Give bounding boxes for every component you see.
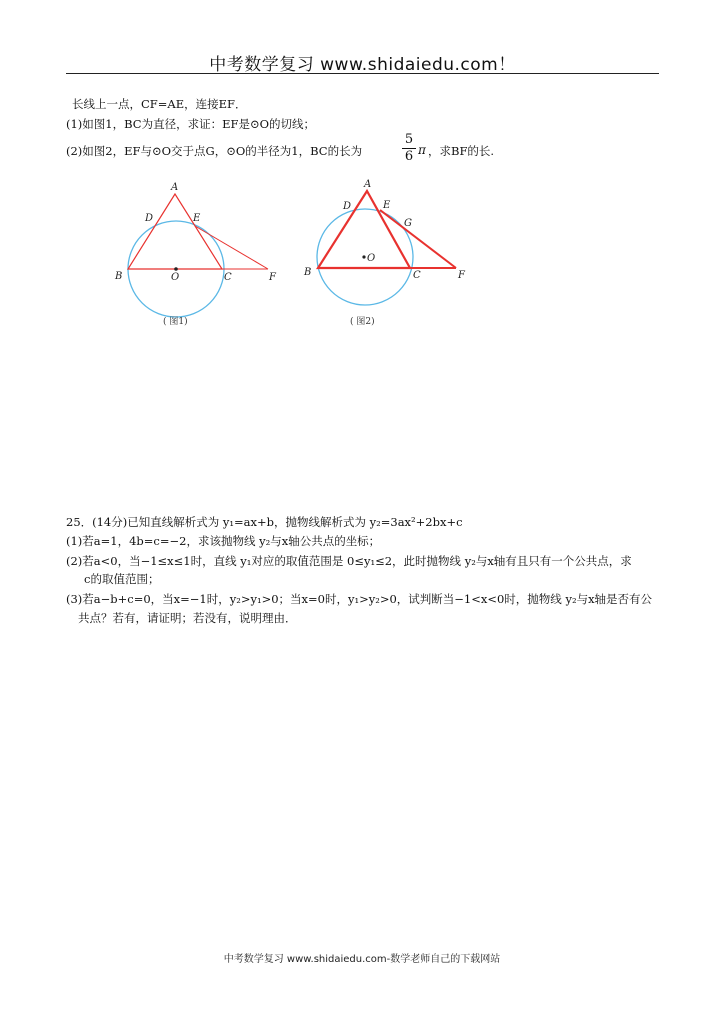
- fig2-label-c: C: [413, 270, 421, 281]
- problem25-part2-cont: c的取值范围；: [84, 572, 160, 586]
- problem24-part2-end: ，求BF的长.: [428, 144, 495, 158]
- fig2-label-e: E: [383, 200, 391, 211]
- problem25-stem: 25．(14分)已知直线解析式为 y₁=ax+b，抛物线解析式为 y₂=3ax²+2bx+c: [66, 515, 463, 529]
- page-header-title: 中考数学复习 www.shidaiedu.com！: [209, 55, 516, 75]
- fig2-label-f: F: [458, 270, 465, 281]
- figure-2: [303, 179, 466, 327]
- page-footer: 中考数学复习 www.shidaiedu.com-数学老师自己的下载网站: [223, 954, 501, 965]
- problem24-part1: (1)如图1，BC为直径，求证：EF是⊙O的切线；: [66, 117, 316, 131]
- fig2-label-g: G: [404, 218, 412, 229]
- geometry-figures: [0, 0, 724, 340]
- fig1-label-b: B: [115, 271, 123, 282]
- fig1-label-a: A: [171, 182, 179, 193]
- fig2-label-d: D: [343, 201, 352, 212]
- fraction-numerator: 5: [404, 132, 414, 147]
- fig1-label-o: O: [171, 272, 180, 283]
- fig2-center-dot: [362, 255, 365, 258]
- pi-symbol: π: [418, 143, 426, 157]
- fraction-denominator: 6: [404, 149, 414, 164]
- fig1-label-c: C: [224, 272, 232, 283]
- problem25-part3: (3)若a−b+c=0，当x=−1时，y₂>y₁>0；当x=0时，y₁>y₂>0，试判断当−1<x<0时，抛物线 y₂与x轴是否有公: [66, 592, 653, 606]
- fig1-label-e: E: [193, 213, 201, 224]
- problem25-part1: (1)若a=1，4b=c=−2，求该抛物线 y₂与x轴公共点的坐标；: [66, 534, 381, 548]
- problem25-part2: (2)若a<0，当−1≤x≤1时，直线 y₁对应的取值范围是 0≤y₁≤2，此时抛物线 y₂与x轴有且只有一个公共点，求: [66, 554, 632, 568]
- fig1-label-d: D: [145, 213, 154, 224]
- fig2-segment-ef: [380, 210, 456, 268]
- fig1-segment-ef: [195, 226, 268, 269]
- problem24-part2: (2)如图2，EF与⊙O交于点G，⊙O的半径为1，BC的长为: [66, 144, 363, 158]
- fig1-triangle-abc: [128, 194, 222, 269]
- problem25-part3-cont: 共点？若有，请证明；若没有，说明理由．: [78, 611, 297, 625]
- fig1-center-dot: [174, 267, 178, 271]
- fig1-label-f: F: [269, 272, 276, 283]
- problem24-line1: 长线上一点，CF=AE，连接EF．: [72, 97, 247, 111]
- fig2-label-o: O: [367, 253, 376, 264]
- figure-1: [114, 182, 277, 327]
- fig2-label-a: A: [364, 179, 372, 190]
- fig2-label-b: B: [304, 267, 312, 278]
- fig2-caption: ( 图2): [350, 317, 375, 327]
- fig1-caption: ( 图1): [163, 317, 188, 327]
